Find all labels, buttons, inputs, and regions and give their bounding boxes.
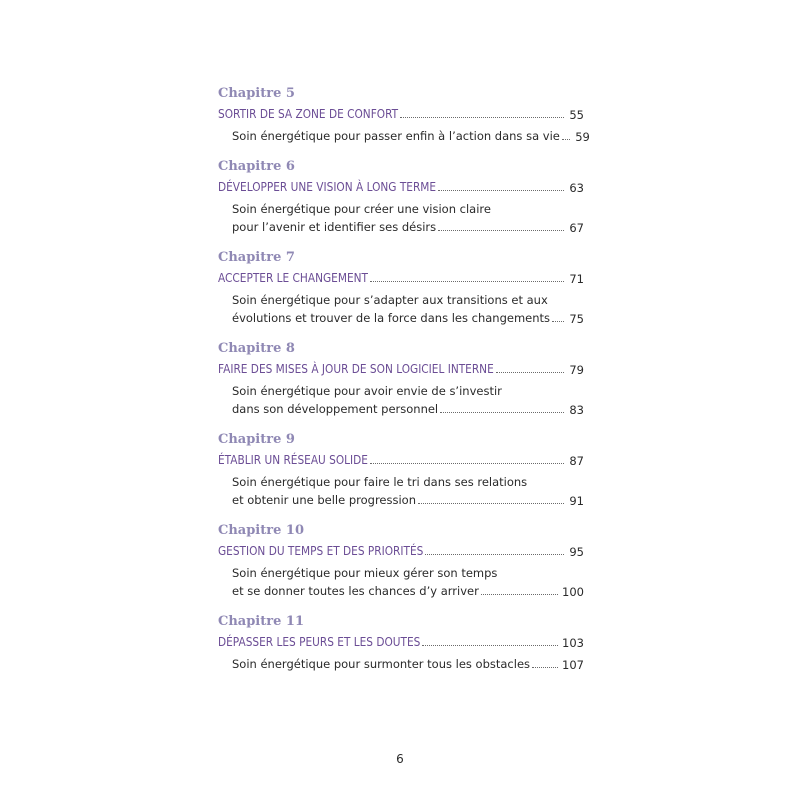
chapter-entry <box>218 432 584 509</box>
dot-leader <box>438 229 564 231</box>
dot-leader <box>440 411 564 413</box>
chapter-label: Chapitre 5 <box>218 86 295 101</box>
chapter-label: Chapitre 8 <box>218 341 295 356</box>
sub-entry-text: pour l’avenir et identifier ses désirs <box>232 220 437 234</box>
chapter-page-number: 79 <box>569 363 584 377</box>
sub-entry-text: Soin énergétique pour créer une vision claire <box>232 202 491 216</box>
sub-entry-page-number: 75 <box>569 312 584 326</box>
dot-leader <box>532 666 558 668</box>
chapter-title: DÉVELOPPER UNE VISION À LONG TERME <box>218 180 437 194</box>
dot-leader <box>370 280 564 282</box>
chapter-label: Chapitre 11 <box>218 614 304 629</box>
dot-leader <box>438 189 564 191</box>
sub-entry[interactable] <box>218 564 584 600</box>
chapter-page-number: 103 <box>562 636 584 650</box>
sub-entry-text: dans son développement personnel <box>232 402 439 416</box>
sub-entry-text: et obtenir une belle progression <box>232 493 416 507</box>
sub-entry-text: et se donner toutes les chances d’y arriver <box>232 584 479 598</box>
chapter-title-line[interactable] <box>218 102 584 123</box>
sub-entry-page-number: 59 <box>575 130 590 144</box>
sub-entry-page-number: 67 <box>569 221 584 235</box>
chapter-title-line[interactable] <box>218 539 584 560</box>
dot-leader <box>418 502 564 504</box>
chapter-label: Chapitre 6 <box>218 159 295 174</box>
chapter-entry <box>218 523 584 600</box>
chapter-title: ÉTABLIR UN RÉSEAU SOLIDE <box>218 453 368 467</box>
sub-entry-text: Soin énergétique pour s’adapter aux transitions et aux <box>232 293 548 307</box>
chapter-title: DÉPASSER LES PEURS ET LES DOUTES <box>218 635 421 649</box>
sub-entry-text: évolutions et trouver de la force dans les changements <box>232 311 551 325</box>
chapter-title-line[interactable] <box>218 448 584 469</box>
chapter-entry <box>218 341 584 418</box>
chapter-page-number: 63 <box>569 181 584 195</box>
chapter-title-line[interactable] <box>218 175 584 196</box>
sub-entry[interactable] <box>218 382 584 418</box>
dot-leader <box>552 320 564 322</box>
sub-entry[interactable] <box>218 473 584 509</box>
sub-entry-text: Soin énergétique pour surmonter tous les obstacles <box>232 657 531 671</box>
dot-leader <box>481 593 558 595</box>
sub-entry-page-number: 91 <box>569 494 584 508</box>
sub-entry[interactable] <box>218 127 590 145</box>
sub-entry-page-number: 100 <box>562 585 584 599</box>
sub-entry-text: Soin énergétique pour faire le tri dans ses relations <box>232 475 528 489</box>
sub-entry-page-number: 83 <box>569 403 584 417</box>
chapter-page-number: 55 <box>569 108 584 122</box>
chapter-label: Chapitre 7 <box>218 250 295 265</box>
chapter-title: ACCEPTER LE CHANGEMENT <box>218 271 368 285</box>
chapter-title-line[interactable] <box>218 630 584 651</box>
table-of-contents <box>218 86 590 687</box>
sub-entry-text: Soin énergétique pour mieux gérer son temps <box>232 566 498 580</box>
dot-leader <box>422 644 558 646</box>
sub-entry[interactable] <box>218 291 584 327</box>
chapter-entry <box>218 250 584 327</box>
chapter-title-line[interactable] <box>218 357 584 378</box>
sub-entry-page-number: 107 <box>562 658 584 672</box>
chapter-page-number: 87 <box>569 454 584 468</box>
dot-leader <box>562 138 570 140</box>
sub-entry[interactable] <box>218 655 584 673</box>
dot-leader <box>496 371 564 373</box>
chapter-entry <box>218 614 584 673</box>
chapter-page-number: 95 <box>569 545 584 559</box>
chapter-label: Chapitre 10 <box>218 523 304 538</box>
chapter-page-number: 71 <box>569 272 584 286</box>
chapter-title: FAIRE DES MISES À JOUR DE SON LOGICIEL INTERNE <box>218 362 494 376</box>
dot-leader <box>400 116 564 118</box>
sub-entry-text: Soin énergétique pour passer enfin à l’action dans sa vie <box>232 129 560 143</box>
page-number: 6 <box>396 752 404 766</box>
chapter-title: GESTION DU TEMPS ET DES PRIORITÉS <box>218 544 424 558</box>
chapter-title: SORTIR DE SA ZONE DE CONFORT <box>218 107 399 121</box>
chapter-entry <box>218 159 584 236</box>
dot-leader <box>370 462 564 464</box>
dot-leader <box>425 553 564 555</box>
chapter-entry <box>218 86 590 145</box>
sub-entry-text: Soin énergétique pour avoir envie de s’investir <box>232 384 502 398</box>
chapter-title-line[interactable] <box>218 266 584 287</box>
sub-entry[interactable] <box>218 200 584 236</box>
chapter-label: Chapitre 9 <box>218 432 295 447</box>
